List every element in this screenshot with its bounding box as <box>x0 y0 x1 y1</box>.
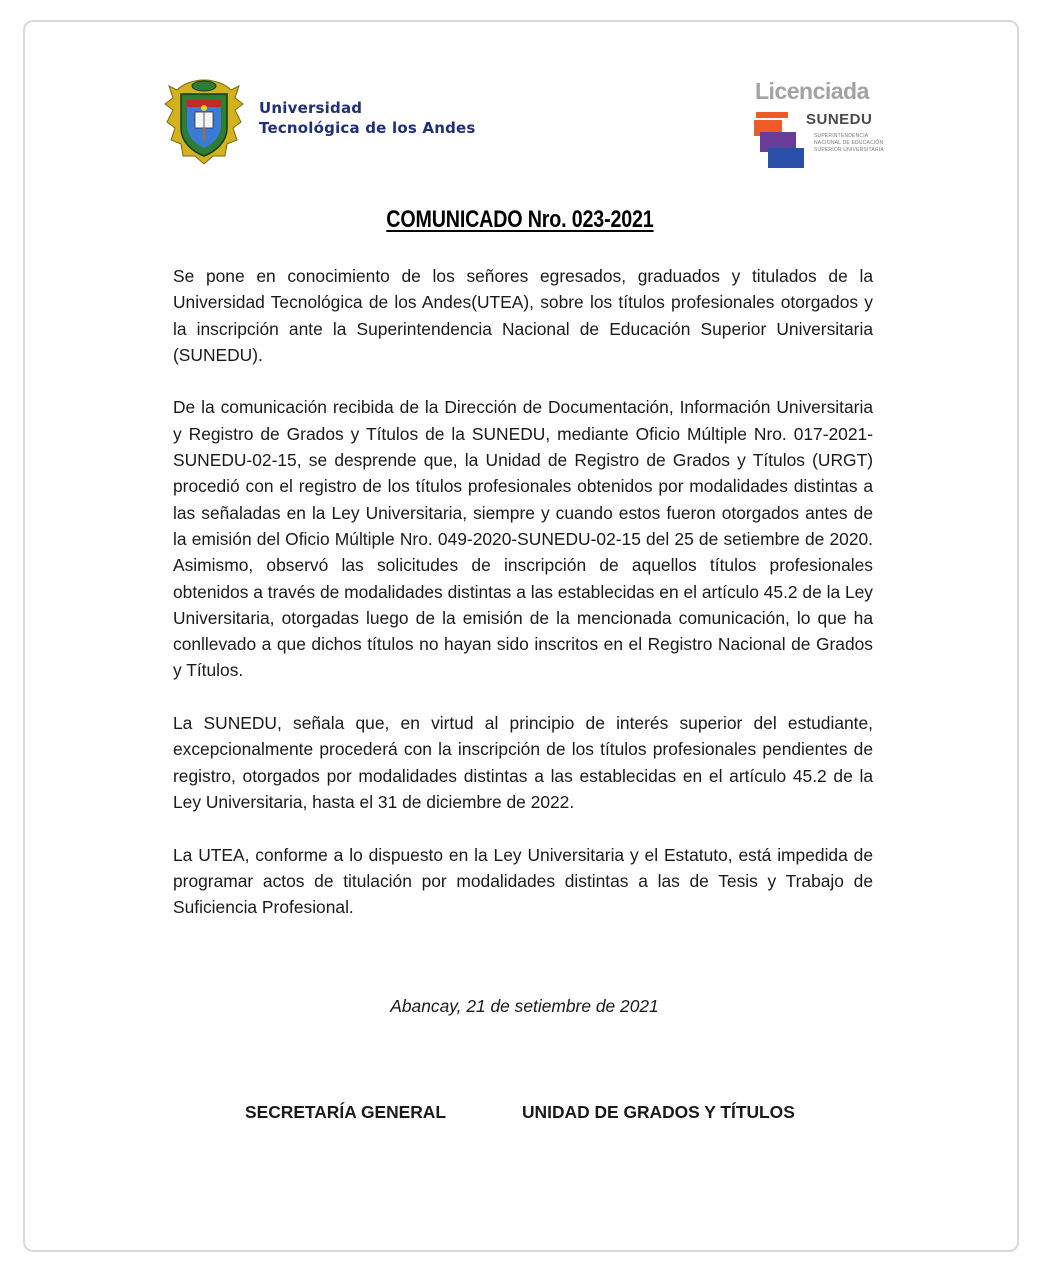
document-title: COMUNICADO Nro. 023-2021 <box>386 206 654 233</box>
paragraph-2: De la comunicación recibida de la Dirección de Documentación, Información Universitaria y Registro de Grados y Títulos de la SUNEDU, mediante Oficio Múltiple Nro. 017-2021-SUNEDU-02-15, se desprende que, la Unidad de Registro de Grados y Títulos (URGT) procedió con el registro de los títulos profesionales obtenidos por modalidades distintas a las señaladas en la Ley Universitaria, siempre y cuando estos fueron otorgados antes de la emisión del Oficio Múltiple Nro. 049-2020-SUNEDU-02-15 del 25 de setiembre de 2020. Asimismo, observó las solicitudes de inscripción de aquellos títulos profesionales obtenidos a través de modalidades distintas a las establecidas en el artículo 45.2 de la Ley Universitaria, otorgadas luego de la emisión de la mencionada comunicación, lo que ha conllevado a que dichos títulos no hayan sido inscritos en el Registro Nacional de Grados y Títulos. <box>173 397 873 681</box>
university-name-line2: Tecnológica de los Andes <box>259 119 476 137</box>
utea-logo <box>163 76 476 166</box>
university-crest-icon <box>163 76 245 166</box>
signature-secretaria-general: SECRETARÍA GENERAL <box>245 1102 446 1122</box>
sunedu-subtitle <box>814 133 889 154</box>
university-name-line1: Universidad <box>259 99 363 117</box>
paragraph-1: Se pone en conocimiento de los señores egresados, graduados y titulados de la Universidad Tecnológica de los Andes(UTEA), sobre los títulos profesionales otorgados y la inscripción ante la Superintendencia Nacional de Educación Superior Universitaria (SUNEDU). <box>173 266 873 365</box>
sunedu-subtitle-line1: SUPERINTENDENCIA <box>814 133 869 139</box>
university-name <box>259 98 476 138</box>
paragraph-4: La UTEA, conforme a lo dispuesto en la Ley Universitaria y el Estatuto, está impedida de programar actos de titulación por modalidades distintas a las de Tesis y Trabajo de Suficiencia Profesional. <box>173 844 873 918</box>
sunedu-mark-icon <box>752 110 804 170</box>
sunedu-subtitle-line2: NACIONAL DE EDUCACIÓN <box>814 140 884 146</box>
document-date: Abancay, 21 de setiembre de 2021 <box>390 996 659 1016</box>
sunedu-subtitle-line3: SUPERIOR UNIVERSITARIA <box>814 147 884 153</box>
licence-label: Licenciada <box>755 78 869 104</box>
signature-unidad-grados: UNIDAD DE GRADOS Y TÍTULOS <box>522 1102 795 1122</box>
document-body <box>173 263 873 947</box>
sunedu-licence-logo <box>752 78 882 173</box>
paragraph-3: La SUNEDU, señala que, en virtud al principio de interés superior del estudiante, excepcionalmente procederá con la inscripción de los títulos profesionales pendientes de registro, otorgados por modalidades distintas a las establecidas en el artículo 45.2 de la Ley Universitaria, hasta el 31 de diciembre de 2022. <box>173 713 873 812</box>
sunedu-wordmark: SUNEDU <box>806 111 873 128</box>
